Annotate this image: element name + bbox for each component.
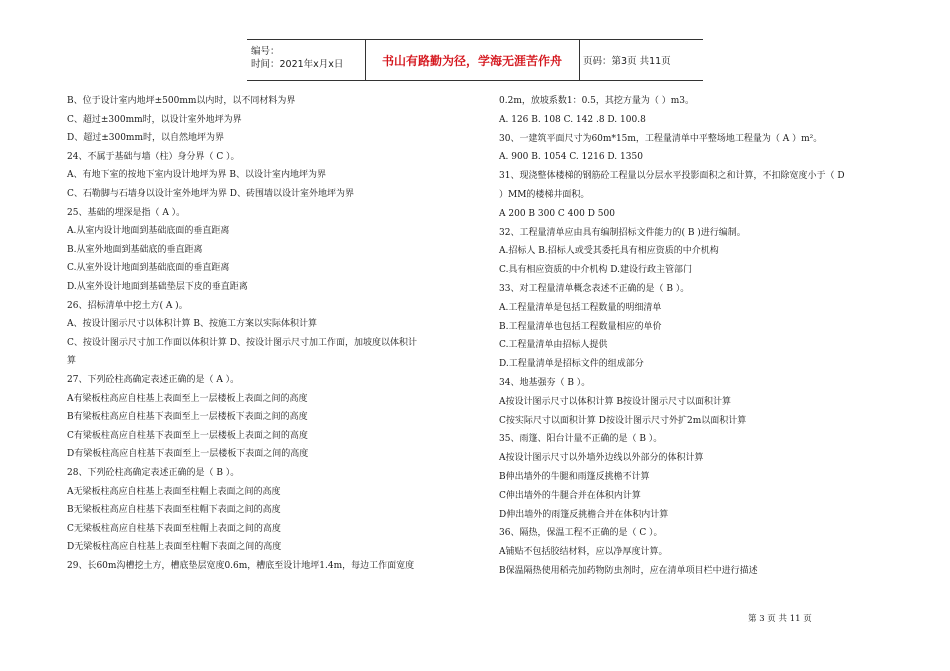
text-line: A铺贴不包括胶结材料，应以净厚度计算。	[499, 547, 668, 558]
text-line: C.从室外设计地面到基础底面的垂直距离	[67, 263, 230, 274]
text-line: 30、一建筑平面尺寸为60m*15m，工程量清单中平整场地工程量为（ A ）m²。	[499, 133, 823, 144]
document-number-label: 编号：	[251, 46, 280, 57]
header-motto-cell	[365, 40, 580, 80]
text-line: C.工程量清单由招标人提供	[499, 340, 608, 351]
text-line: 27、下列砼柱高确定表述正确的是（ A ）。	[67, 375, 240, 385]
text-line: A. 900 B. 1054 C. 1216 D. 1350	[499, 152, 643, 163]
text-line: B有梁板柱高应自柱基下表面至上一层楼板下表面之间的高度	[67, 412, 308, 423]
text-line: 35、雨篷、阳台计量不正确的是（ B ）。	[499, 434, 663, 445]
text-line: 24、不属于基础与墙（柱）身分界（ C ）。	[67, 151, 240, 162]
text-line: C、石勒脚与石墙身以设计室外地坪为界 D、砖围墙以设计室外地坪为界	[67, 189, 354, 199]
text-line: C有梁板柱高应自柱基下表面至上一层楼板上表面之间的高度	[67, 430, 308, 441]
text-line: B保温隔热使用稻壳加药物防虫剂时，应在清单项目栏中进行描述	[499, 566, 758, 576]
text-line: D.工程量清单是招标文件的组成部分	[499, 359, 644, 370]
document-date-label: 时间：2021年x月x日	[251, 59, 344, 70]
text-line: A按设计图示尺寸以体积计算 B按设计图示尺寸以面积计算	[499, 396, 731, 407]
text-line: 算	[67, 356, 77, 367]
text-line: D有梁板柱高应自柱基下表面至上一层楼板下表面之间的高度	[67, 449, 309, 460]
text-line: B、位于设计室内地坪±500mm以内时，以不同材料为界	[67, 96, 296, 106]
text-line: A.工程量清单是包括工程数量的明细清单	[499, 302, 662, 313]
text-line: 0.2m，放坡系数1：0.5，其挖方量为（ ）m3。	[499, 96, 695, 106]
text-line: 28、下列砼柱高确定表述正确的是（ B ）。	[67, 468, 240, 478]
header-page-number: 页码：第3页 共11页	[583, 56, 671, 67]
text-line: B伸出墙外的牛腿和雨篷反挑檐不计算	[499, 472, 650, 482]
page-header	[247, 39, 703, 81]
text-line: A按设计图示尺寸以外墙外边线以外部分的体积计算	[499, 453, 704, 464]
text-line: B无梁板柱高应自柱基下表面至柱帽下表面之间的高度	[67, 505, 281, 516]
text-line: C无梁板柱高应自柱基下表面至柱帽上表面之间的高度	[67, 523, 281, 534]
text-line: B.工程量清单也包括工程数量相应的单价	[499, 321, 662, 332]
text-line: B.从室外地面到基础底的垂直距离	[67, 244, 203, 255]
text-line: C.具有相应资质的中介机构 D.建设行政主管部门	[499, 265, 693, 276]
text-line: A.从室内设计地面到基础底面的垂直距离	[67, 226, 230, 237]
text-line: 34、地基强夯（ B ）。	[499, 378, 591, 388]
header-info-cell	[247, 40, 366, 80]
text-line: 32、工程量清单应由具有编制招标文件能力的( B )进行编制。	[499, 227, 746, 238]
text-line: A、按设计图示尺寸以体积计算 B、按施工方案以实际体积计算	[67, 319, 317, 330]
text-line: 26、招标清单中挖土方( A )。	[67, 300, 188, 311]
text-line: A、有地下室的按地下室内设计地坪为界 B、以设计室内地坪为界	[67, 170, 326, 181]
text-line: A. 126 B. 108 C. 142 .8 D. 100.8	[499, 114, 646, 125]
text-line: 31、现浇整体楼梯的钢筋砼工程量以分层水平投影面积之和计算，不扣除宽度小于（ D	[499, 171, 845, 182]
page-footer: 第 3 页 共 11 页	[748, 614, 812, 624]
text-line: C按实际尺寸以面积计算 D按设计图示尺寸外扩2m以面积计算	[499, 415, 747, 426]
text-line: 29、长60m沟槽挖土方，槽底垫层宽度0.6m，槽底至设计地坪1.4m，每边工作面宽度	[67, 561, 415, 571]
text-line: 36、隔热，保温工程不正确的是（ C ）。	[499, 528, 663, 539]
text-line: C、超过±300mm时，以设计室外地坪为界	[67, 114, 242, 125]
text-line: C、按设计图示尺寸加工作面以体积计算 D、按设计图示尺寸加工作面，加坡度以体积计	[67, 337, 417, 348]
text-line: A.招标人 B.招标人或受其委托具有相应资质的中介机构	[499, 246, 719, 257]
text-line: C伸出墙外的牛腿合并在体积内计算	[499, 490, 641, 501]
text-line: 25、基础的埋深是指（ A ）。	[67, 207, 186, 218]
text-line: A无梁板柱高应自柱基上表面至柱帽上表面之间的高度	[67, 486, 281, 497]
text-line: D无梁板柱高应自柱基上表面至柱帽下表面之间的高度	[67, 542, 282, 553]
text-line: A有梁板柱高应自柱基上表面至上一层楼板上表面之间的高度	[67, 393, 308, 404]
text-line: D伸出墙外的雨篷反挑檐合并在体积内计算	[499, 509, 669, 520]
text-line: 33、对工程量清单概念表述不正确的是（ B ）。	[499, 284, 690, 294]
text-line: D、超过±300mm时，以自然地坪为界	[67, 133, 225, 144]
header-motto: 书山有路勤为径，学海无涯苦作舟	[381, 54, 562, 68]
header-page-cell	[579, 40, 703, 80]
text-line: ）MM的楼梯井面积。	[499, 190, 590, 200]
text-line: D.从室外设计地面到基础垫层下皮的垂直距离	[67, 282, 248, 292]
text-line: A 200 B 300 C 400 D 500	[499, 208, 615, 219]
